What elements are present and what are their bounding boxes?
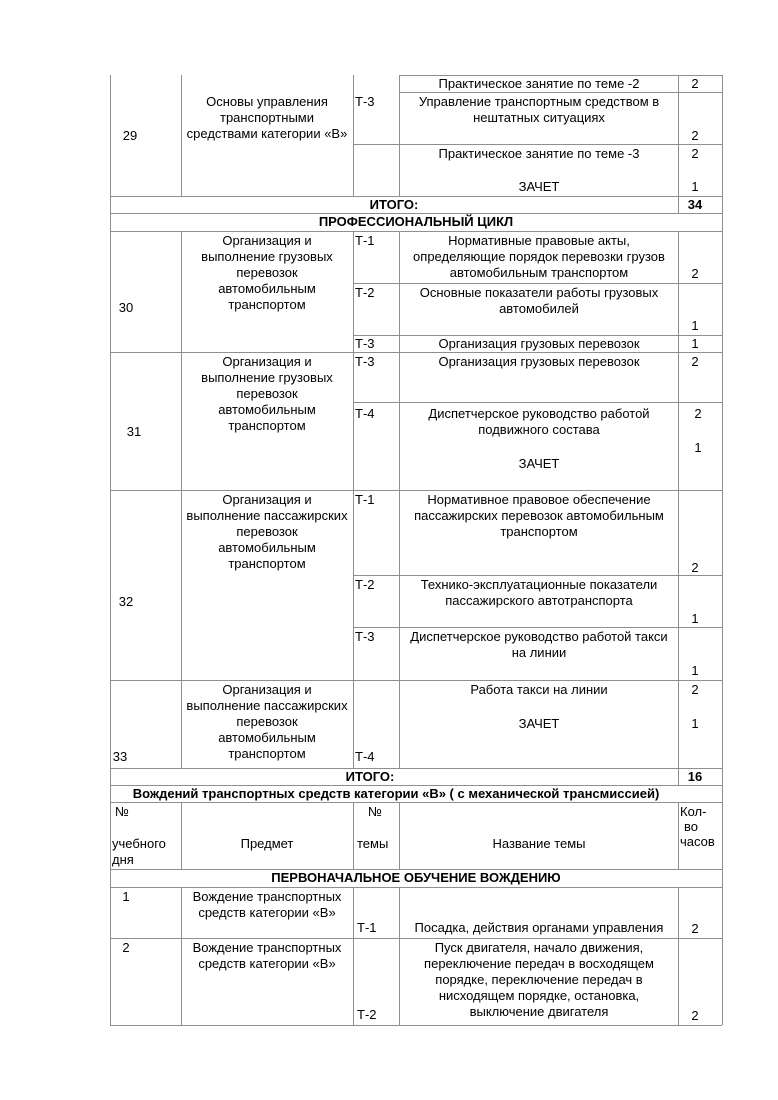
- subject-name: транспортом: [228, 556, 306, 571]
- hours-value: 1: [691, 318, 699, 333]
- table-rule: [353, 627, 722, 628]
- topic-name: автомобилей: [499, 301, 579, 316]
- subject-name: Вождение транспортных: [192, 940, 342, 955]
- topic-code: Т-4: [355, 406, 375, 421]
- hours-value: 2: [694, 406, 702, 421]
- topic-name: пассажирского автотранспорта: [445, 593, 633, 608]
- table-rule: [353, 887, 354, 1025]
- subject-name: Организация и: [222, 233, 312, 248]
- header-hours: часов: [680, 834, 715, 849]
- header-hours: во: [684, 819, 698, 834]
- table-rule: [110, 938, 722, 939]
- table-rule: [722, 75, 723, 1025]
- subject-name: автомобильным: [218, 540, 316, 555]
- total-value: 16: [687, 769, 703, 784]
- subject-name: средств категории «В»: [198, 905, 336, 920]
- hours-value: 2: [691, 682, 699, 697]
- table-rule: [399, 92, 722, 93]
- topic-name: выключение двигателя: [469, 1004, 609, 1019]
- topic-code: Т-2: [355, 577, 375, 592]
- table-rule: [353, 575, 722, 576]
- table-rule: [678, 887, 679, 1025]
- row-number: 30: [118, 300, 134, 315]
- topic-name: Организация грузовых перевозок: [438, 354, 640, 369]
- hours-value: 2: [691, 128, 699, 143]
- header-subject: Предмет: [240, 836, 294, 851]
- subject-name: транспортом: [228, 297, 306, 312]
- day-number: 2: [122, 940, 130, 955]
- total-label: ИТОГО:: [369, 197, 419, 212]
- subject-name: автомобильным: [218, 730, 316, 745]
- table-rule: [110, 887, 722, 888]
- topic-name: Основные показатели работы грузовых: [419, 285, 659, 300]
- section-title: ПЕРВОНАЧАЛЬНОЕ ОБУЧЕНИЕ ВОЖДЕНИЮ: [271, 870, 561, 885]
- topic-name: подвижного состава: [478, 422, 600, 437]
- topic-name: Практическое занятие по теме -2: [438, 76, 640, 91]
- topic-name: автомобильным транспортом: [449, 265, 629, 280]
- hours-value: 1: [691, 611, 699, 626]
- table-rule: [353, 283, 722, 284]
- topic-name: Посадка, действия органами управления: [414, 920, 664, 935]
- topic-name: Нормативное правовое обеспечение: [427, 492, 651, 507]
- subject-name: автомобильным: [218, 281, 316, 296]
- topic-code: Т-3: [355, 336, 375, 351]
- topic-name: определяющие порядок перевозки грузов: [413, 249, 665, 264]
- subject-name: перевозок: [236, 386, 298, 401]
- zachet-label: ЗАЧЕТ: [518, 456, 560, 471]
- day-number: 1: [122, 889, 130, 904]
- table-rule: [353, 402, 722, 403]
- topic-name: порядке, переключение передач в: [435, 972, 643, 987]
- subject-name: Организация и: [222, 354, 312, 369]
- topic-name: пассажирских перевозок автомобильным: [414, 508, 664, 523]
- topic-name: нештатных ситуациях: [473, 110, 605, 125]
- table-rule: [110, 802, 722, 803]
- topic-name: Нормативные правовые акты,: [448, 233, 630, 248]
- total-label: ИТОГО:: [345, 769, 395, 784]
- topic-name: Организация грузовых перевозок: [438, 336, 640, 351]
- subject-name: перевозок: [236, 524, 298, 539]
- header-hours: Кол-: [680, 804, 707, 819]
- header-topic-name: Название темы: [492, 836, 586, 851]
- table-rule: [110, 680, 722, 681]
- row-number: 29: [122, 128, 138, 143]
- table-rule: [110, 231, 722, 232]
- hours-value: 1: [691, 179, 699, 194]
- hours-value: 2: [691, 146, 699, 161]
- topic-code: Т-2: [357, 1007, 377, 1022]
- topic-name: на линии: [511, 645, 567, 660]
- topic-name: Работа такси на линии: [470, 682, 608, 697]
- hours-value: 1: [691, 716, 699, 731]
- subject-name: Организация и: [222, 492, 312, 507]
- subject-name: перевозок: [236, 714, 298, 729]
- hours-value: 2: [691, 354, 699, 369]
- zachet-label: ЗАЧЕТ: [518, 179, 560, 194]
- table-rule: [110, 490, 722, 491]
- hours-value: 1: [691, 336, 699, 351]
- topic-name: Диспетчерское руководство работой такси: [410, 629, 668, 644]
- table-rule: [110, 1025, 722, 1026]
- table-rule: [353, 802, 354, 869]
- hours-value: 2: [691, 921, 699, 936]
- subject-name: средств категории «В»: [198, 956, 336, 971]
- topic-code: Т-1: [355, 233, 375, 248]
- hours-value: 2: [691, 560, 699, 575]
- table-rule: [353, 92, 354, 196]
- topic-name: Практическое занятие по теме -3: [438, 146, 640, 161]
- subject-name: автомобильным: [218, 402, 316, 417]
- header-num: учебного: [112, 836, 166, 851]
- subject-name: транспортом: [228, 418, 306, 433]
- topic-code: Т-3: [355, 354, 375, 369]
- row-number: 33: [112, 749, 128, 764]
- topic-code: Т-2: [355, 285, 375, 300]
- subject-name: выполнение грузовых: [201, 370, 333, 385]
- table-rule: [353, 144, 722, 145]
- subject-name: Вождение транспортных: [192, 889, 342, 904]
- hours-value: 2: [691, 1008, 699, 1023]
- table-rule: [110, 352, 722, 353]
- subject-name: средствами категории «В»: [186, 126, 348, 141]
- subject-name: транспортом: [228, 746, 306, 761]
- topic-name: Управление транспортным средством в: [418, 94, 660, 109]
- hours-value: 1: [694, 440, 702, 455]
- header-topic-num: темы: [357, 836, 389, 851]
- subject-name: Организация и: [222, 682, 312, 697]
- topic-code: Т-3: [355, 629, 375, 644]
- subject-name: транспортными: [220, 110, 314, 125]
- driving-table-title: Вождений транспортных средств категории «В» ( с механической трансмиссией): [132, 786, 660, 801]
- topic-name: транспортом: [500, 524, 578, 539]
- topic-name: переключение передач в восходящем: [424, 956, 654, 971]
- row-number: 31: [126, 424, 142, 439]
- hours-value: 1: [691, 663, 699, 678]
- topic-name: Пуск двигателя, начало движения,: [434, 940, 644, 955]
- topic-name: Диспетчерское руководство работой: [428, 406, 650, 421]
- topic-code: Т-1: [355, 492, 375, 507]
- table-rule: [110, 75, 111, 1025]
- zachet-label: ЗАЧЕТ: [518, 716, 560, 731]
- topic-code: Т-1: [357, 920, 377, 935]
- topic-code: Т-4: [355, 749, 375, 764]
- header-num: №: [115, 804, 129, 819]
- header-num: дня: [112, 852, 134, 867]
- table-rule: [353, 231, 354, 768]
- subject-name: выполнение пассажирских: [186, 508, 348, 523]
- total-value: 34: [687, 197, 703, 212]
- subject-name: выполнение пассажирских: [186, 698, 348, 713]
- subject-name: Основы управления: [206, 94, 328, 109]
- topic-name: Технико-эксплуатационные показатели: [420, 577, 658, 592]
- hours-value: 2: [691, 76, 699, 91]
- header-topic-num: №: [368, 804, 382, 819]
- topic-code: Т-3: [355, 94, 375, 109]
- subject-name: выполнение грузовых: [201, 249, 333, 264]
- subject-name: перевозок: [236, 265, 298, 280]
- table-rule: [678, 802, 679, 869]
- section-title: ПРОФЕССИОНАЛЬНЫЙ ЦИКЛ: [318, 214, 514, 229]
- table-rule: [353, 75, 354, 92]
- topic-name: нисходящем порядке, остановка,: [438, 988, 640, 1003]
- hours-value: 2: [691, 266, 699, 281]
- row-number: 32: [118, 594, 134, 609]
